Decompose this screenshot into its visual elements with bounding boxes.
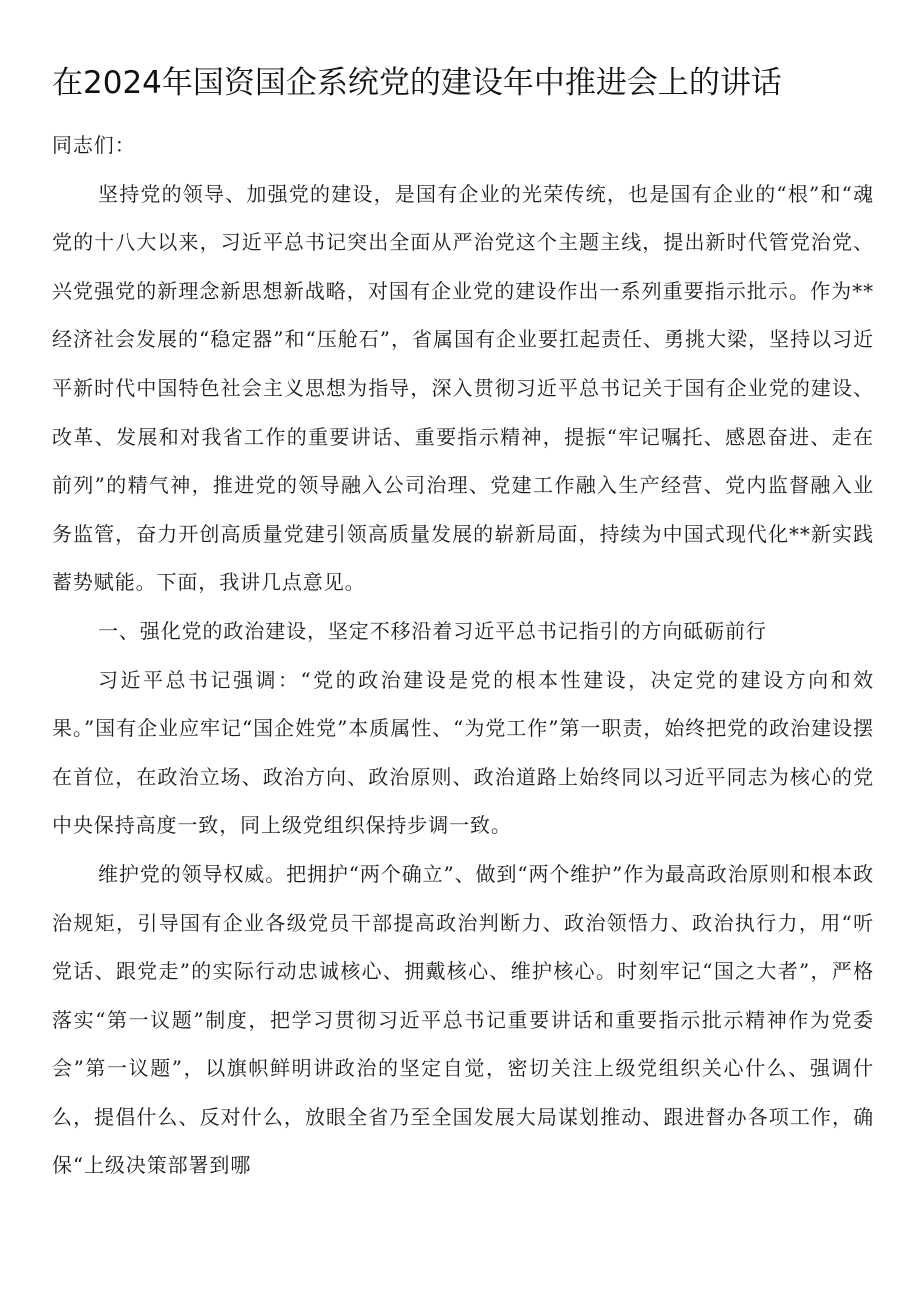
section-heading-1: 一、强化党的政治建设，坚定不移沿着习近平总书记指引的方向砥砺前行 <box>98 618 767 643</box>
salutation: 同志们： <box>52 133 136 157</box>
paragraph-intro: 坚持党的领导、加强党的建设，是国有企业的光荣传统，也是国有企业的“根”和“魂党的十八大以来，习近平总书记突出全面从严治党这个主题主线，提出新时代管党治党、兴党强党的新理念新思想新战略，对国有企业党的建设作出一系列重要指示批示。作为**经济社会发展的“稳定器”和“压舱石”，省属国有企业要扛起责任、勇挑大梁，坚持以习近平新时代中国特色社会主义思想为指导，深入贯彻习近平总书记关于国有企业党的建设、改革、发展和对我省工作的重要讲话、重要指示精神，提振“牢记嘱托、感恩奋进、走在前列”的精气神，推进党的领导融入公司治理、党建工作融入生产经营、党内监督融入业务监管，奋力开创高质量党建引领高质量发展的崭新局面，持续为中国式现代化**新实践蓄势赋能。下面，我讲几点意见。 <box>52 181 874 595</box>
paragraph-party-leadership: 维护党的领导权威。把拥护“两个确立”、做到“两个维护”作为最高政治原则和根本政治规矩，引导国有企业各级党员干部提高政治判断力、政治领悟力、政治执行力，用“听党话、跟党走”的实际行动忠诚核心、拥戴核心、维护核心。时刻牢记“国之大者”，严格落实“第一议题”制度，把学习贯彻习近平总书记重要讲话和重要指示批示精神作为党委会”第一议题”，以旗帜鲜明讲政治的坚定自觉，密切关注上级党组织关心什么、强调什么，提倡什么、反对什么，放眼全省乃至全国发展大局谋划推动、跟进督办各项工作，确保“上级决策部署到哪 <box>52 861 874 1178</box>
document-title: 在2024年国资国企系统党的建设年中推进会上的讲话 <box>52 65 782 101</box>
paragraph-political-building: 习近平总书记强调：“党的政治建设是党的根本性建设，决定党的建设方向和效果。”国有企业应牢记“国企姓党”本质属性、“为党工作”第一职责，始终把党的政治建设摆在首位，在政治立场、政治方向、政治原则、政治道路上始终同以习近平同志为核心的党中央保持高度一致，同上级党组织保持步调一致。 <box>52 667 874 838</box>
document-body <box>52 121 874 1190</box>
